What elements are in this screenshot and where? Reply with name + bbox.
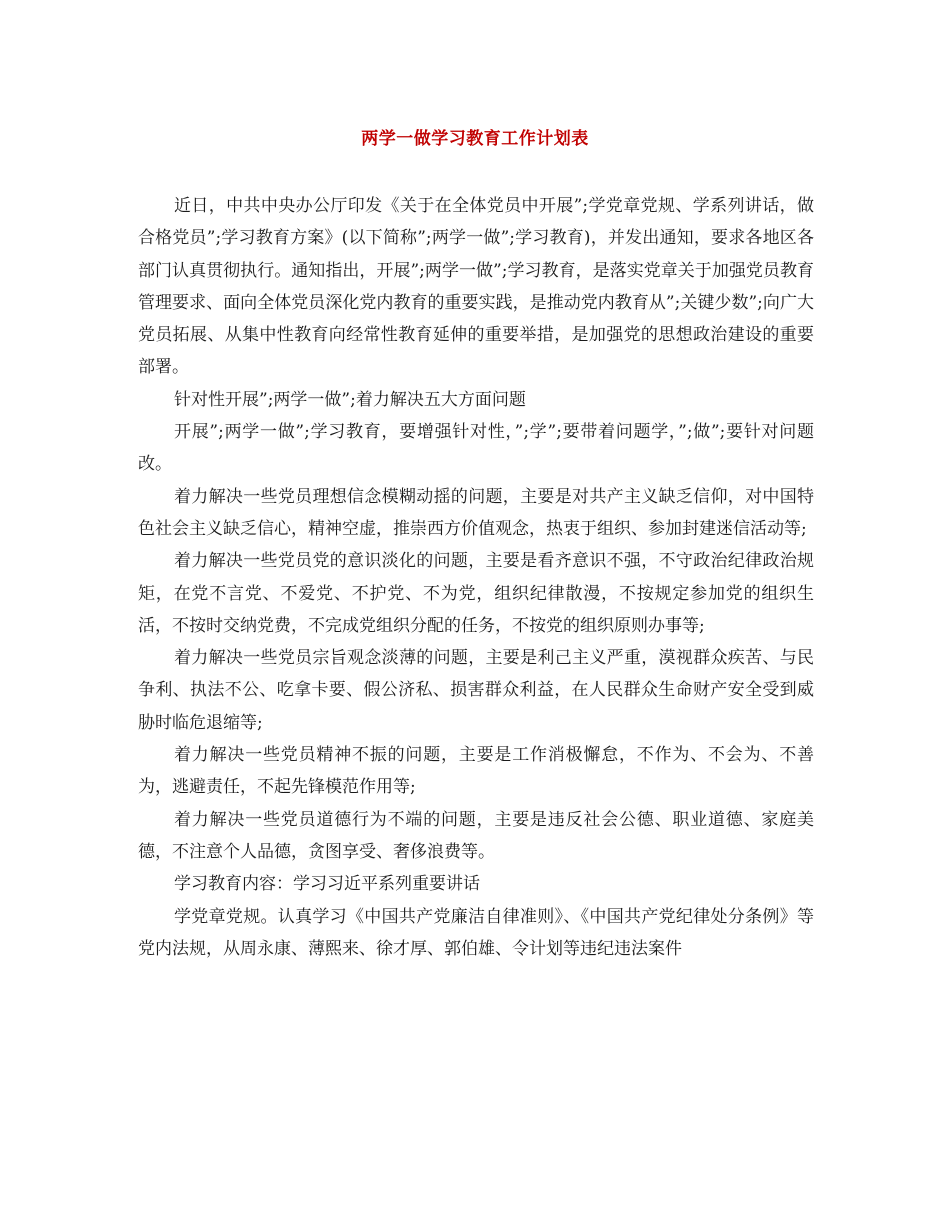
paragraph-problem-spirit: 着力解决一些党员精神不振的问题，主要是工作消极懈怠，不作为、不会为、不善为，逃避责任，不起先锋模范作用等; (138, 745, 814, 798)
paragraph-heading-problems: 针对性开展”;两学一做”;着力解决五大方面问题 (174, 389, 526, 410)
paragraph-study-rules: 学党章党规。认真学习《中国共产党廉洁自律准则》、《中国共产党纪律处分条例》等党内法规，从周永康、薄熙来、徐才厚、郭伯雄、令计划等违纪违法案件 (138, 906, 814, 959)
paragraph-problem-ideals: 着力解决一些党员理想信念模糊动摇的问题，主要是对共产主义缺乏信仰，对中国特色社会主义缺乏信心，精神空虚，推崇西方价值观念，热衷于组织、参加封建迷信活动等; (138, 486, 814, 539)
document-body (138, 190, 814, 965)
paragraph-problem-party-awareness: 着力解决一些党员党的意识淡化的问题，主要是看齐意识不强，不守政治纪律政治规矩，在党不言党、不爱党、不护党、不为党，组织纪律散漫，不按规定参加党的组织生活，不按时交纳党费，不完成党组织分配的任务，不按党的组织原则办事等; (138, 551, 814, 636)
paragraph-problem-morality: 着力解决一些党员道德行为不端的问题，主要是违反社会公德、职业道德、家庭美德，不注意个人品德，贪图享受、奢侈浪费等。 (138, 809, 814, 862)
paragraph-problem-purpose: 着力解决一些党员宗旨观念淡薄的问题，主要是利己主义严重，漠视群众疾苦、与民争利、执法不公、吃拿卡要、假公济私、损害群众利益，在人民群众生命财产安全受到威胁时临危退缩等; (138, 648, 814, 733)
document-title: 两学一做学习教育工作计划表 (361, 129, 589, 149)
paragraph-heading-content: 学习教育内容：学习习近平系列重要讲话 (174, 874, 480, 895)
paragraph-targeting: 开展”;两学一做”;学习教育，要增强针对性，”;学”;要带着问题学，”;做”;要针对问题改。 (138, 422, 814, 475)
paragraph-intro: 近日，中共中央办公厅印发《关于在全体党员中开展”;学党章党规、学系列讲话，做合格党员”;学习教育方案》(以下简称”;两学一做”;学习教育)，并发出通知，要求各地区各部门认真贯彻执行。通知指出，开展”;两学一做”;学习教育，是落实党章关于加强党员教育管理要求、面向全体党员深化党内教育的重要实践，是推动党内教育从”;关键少数”;向广大党员拓展、从集中性教育向经常性教育延伸的重要举措，是加强党的思想政治建设的重要部署。 (138, 196, 814, 378)
